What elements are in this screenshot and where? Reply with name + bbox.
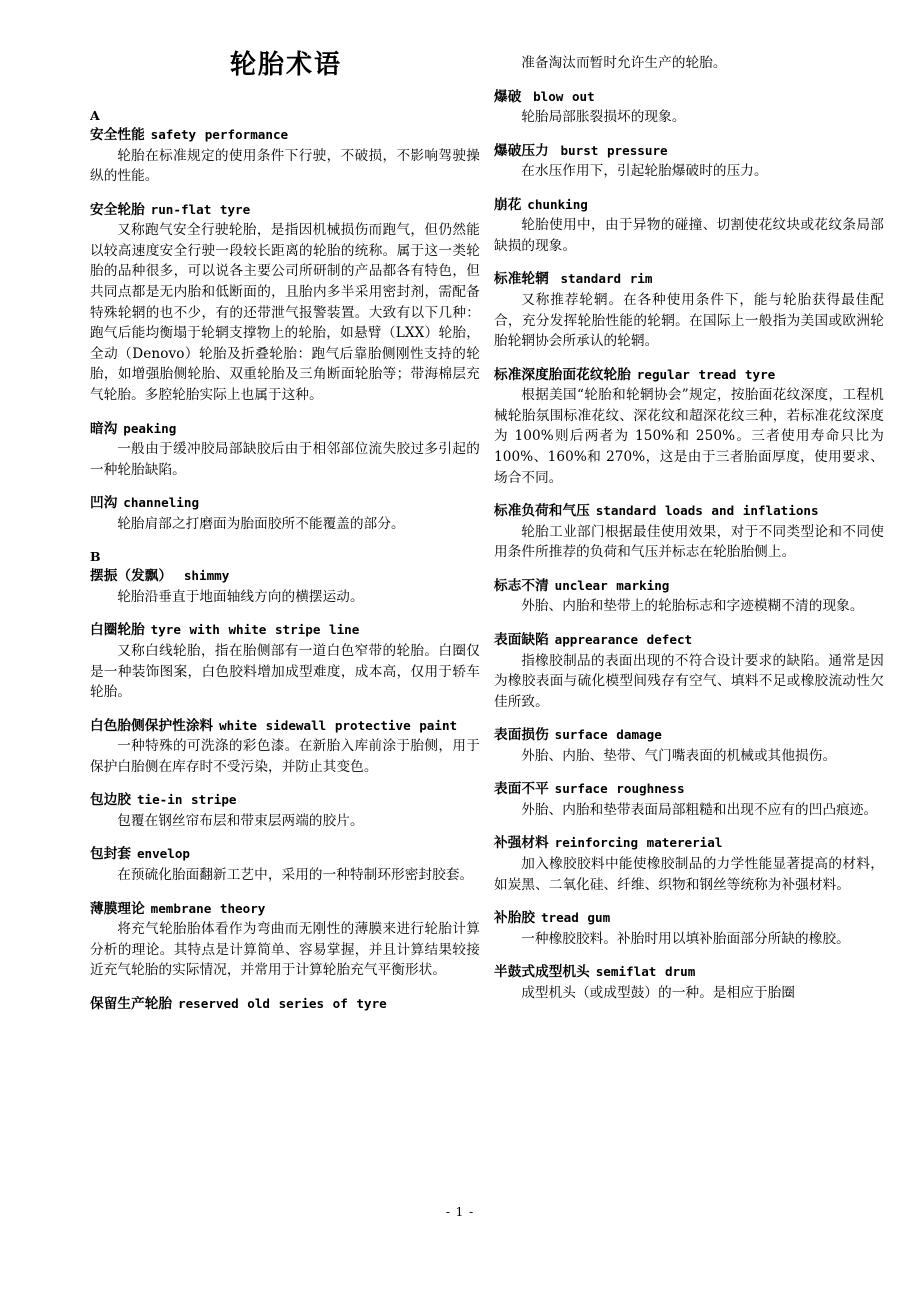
glossary-entry [90,790,480,831]
glossary-entry [494,195,884,257]
entry-term [90,716,480,737]
glossary-entry [90,566,480,607]
entry-term [90,620,480,641]
term-chinese: 爆破 [494,88,522,105]
term-chinese: 摆振（发飘） [90,568,173,585]
glossary-entry [494,908,884,949]
glossary-entry [90,716,480,778]
entry-term [494,779,884,800]
glossary-entry [90,620,480,702]
entry-definition: 一般由于缓冲胶局部缺胶后由于相邻部位流失胶过多引起的一种轮胎缺陷。 [90,441,480,478]
term-english: surface roughness [554,781,685,797]
glossary-entry [494,87,884,128]
entry-definition: 外胎、内胎、垫带、气门嘴表面的机械或其他损伤。 [521,747,837,764]
entry-term [494,141,884,162]
term-chinese: 标志不清 [494,577,549,594]
term-chinese: 爆破压力 [494,142,549,159]
term-chinese: 标准负荷和气压 [494,503,590,520]
entry-definition: 将充气轮胎胎体看作为弯曲而无刚性的薄膜来进行轮胎计算分析的理论。其特点是计算简单、容易掌握，并且计算结果较接近充气轮胎的实际情况，并常用于计算轮胎充气平衡形状。 [90,921,480,979]
term-english: burst pressure [560,142,668,158]
term-english: envelop [136,846,191,862]
glossary-entry [494,833,884,895]
entry-definition: 包覆在钢丝帘布层和带束层两端的胶片。 [117,812,364,829]
entry-term [90,419,480,440]
term-english: surface damage [554,727,662,743]
entry-term [90,790,480,811]
glossary-entry [494,576,884,617]
term-english: tie-in stripe [136,792,237,808]
entry-term [494,962,884,983]
entry-term [494,725,884,746]
term-chinese: 包边胶 [90,792,132,809]
term-chinese: 标准深度胎面花纹轮胎 [494,366,631,383]
entry-definition: 又称推荐轮辋。在各种使用条件下，能与轮胎获得最佳配合，充分发挥轮胎性能的轮辋。在国际上一般指为美国或欧洲轮胎轮辋协会所承认的轮辋。 [494,291,884,350]
entry-term [90,566,480,587]
entry-term [494,576,884,597]
glossary-entry [494,630,884,712]
term-chinese: 表面不平 [494,781,549,798]
term-english: run-flat tyre [150,201,251,217]
glossary-entry [90,994,480,1015]
entry-definition: 轮胎使用中，由于异物的碰撞、切割使花纹块或花纹条局部缺损的现象。 [494,217,884,254]
glossary-entry [90,419,480,481]
term-english: reserved old series of tyre [178,995,387,1011]
term-chinese: 白色胎侧保护性涂料 [90,717,214,734]
term-chinese: 安全性能 [90,127,145,143]
term-english: semiflat drum [595,964,696,980]
entry-definition: 一种橡胶胶料。补胎时用以填补胎面部分所缺的橡胶。 [521,930,850,947]
entry-definition: 轮胎肩部之打磨面为胎面胶所不能覆盖的部分。 [117,515,405,532]
term-english: blow out [533,88,595,104]
entry-term [494,87,884,108]
glossary-entry [90,125,480,187]
entry-term [90,899,480,920]
entry-definition: 在预硫化胎面翻新工艺中，采用的一种特制环形密封胶套。 [117,866,474,883]
glossary-entry [90,200,480,406]
entry-term [494,833,884,854]
entry-definition: 加入橡胶胶料中能使橡胶制品的力学性能显著提高的材料，如炭黑、二氧化硅、纤维、织物和钢丝等统称为补强材料。 [494,855,884,893]
continued-definition-block [494,53,884,74]
entry-definition: 轮胎工业部门根据最佳使用效果，对于不同类型论和不同使用条件所推荐的负荷和气压并标志在轮胎胎侧上。 [494,523,884,561]
term-english: safety performance [150,127,289,142]
term-chinese: 薄膜理论 [90,900,145,917]
glossary-entry [494,962,884,1003]
entry-definition: 根据美国“轮胎和轮辋协会”规定，按胎面花纹深度，工程机械轮胎氛围标准花纹、深花纹和超深花纹三种，若标准花纹深度为 100%则后两者为 150%和 250%。三者使用寿命只比为 100%、160%和 270%，这是由于三者胎面厚度，使用要求、场合不同。 [494,387,884,486]
term-chinese: 凹沟 [90,495,118,512]
page-number-footer: - 1 - [445,1205,475,1219]
entry-definition: 轮胎局部胀裂损坏的现象。 [521,109,686,126]
term-chinese: 表面缺陷 [494,632,549,648]
entry-term [494,269,884,290]
term-english: shimmy [183,568,230,584]
entry-definition: 在水压作用下，引起轮胎爆破时的压力。 [521,163,768,180]
entry-term [494,908,884,929]
term-chinese: 保留生产轮胎 [90,995,173,1012]
term-english: unclear marking [554,577,670,593]
entry-term [494,365,884,386]
entry-term [90,994,480,1015]
section-letter-a: A [90,108,100,123]
entry-term [494,195,884,216]
term-english: chunking [527,196,588,212]
term-chinese: 补胎胶 [494,910,536,927]
glossary-entry [494,269,884,351]
entry-definition: 轮胎在标准规定的使用条件下行驶，不破损，不影响驾驶操纵的性能。 [90,147,480,185]
term-chinese: 包封套 [90,846,132,863]
term-english: tread gum [540,910,611,926]
glossary-entry [90,493,480,534]
page-title: 轮胎术语 [229,50,342,80]
entry-definition: 又称白线轮胎，指在胎侧部有一道白色窄带的轮胎。白圈仅是一种装饰图案，白色胶料增加成型难度，成本高，仅用于轿车轮胎。 [90,642,480,701]
glossary-entry [90,899,480,981]
entry-term [90,200,480,221]
glossary-entry [90,844,480,885]
glossary-entry [494,725,884,766]
term-chinese: 半鼓式成型机头 [494,964,590,981]
term-chinese: 表面损伤 [494,727,549,744]
glossary-entry [494,501,884,563]
entry-definition: 外胎、内胎和垫带表面局部粗糙和出现不应有的凹凸痕迹。 [521,801,878,818]
entry-term [90,493,480,514]
term-chinese: 安全轮胎 [90,201,145,218]
term-english: apprearance defect [554,632,693,647]
term-chinese: 标准轮辋 [494,271,549,288]
entry-term [494,630,884,651]
term-english: standard rim [560,271,653,287]
entry-term [90,844,480,865]
term-english: peaking [123,420,177,436]
term-english: standard loads and inflations [595,503,819,519]
entry-definition: 指橡胶制品的表面出现的不符合设计要求的缺陷。通常是因为橡胶表面与硫化模型间残存有空气、填料不足或橡胶流动性欠佳所致。 [494,652,884,710]
entry-definition: 又称跑气安全行驶轮胎，是指因机械损伤而跑气，但仍然能以较高速度安全行驶一段较长距离的轮胎的统称。属于这一类轮胎的品种很多，可以说各主要公司所研制的产品都各有特色，但共同点都是无内胎和低断面的，且胎内多半采用密封剂，需配备特殊轮辋的也不少，有的还带泄气报警装置。大致有以下几种：跑气后能均衡塌于轮辋支撑物上的轮胎，如悬臂（LXX）轮胎，全动（Denovo）轮胎及折叠轮胎：跑气后靠胎侧刚性支持的轮胎，如增强胎侧轮胎、双重轮胎及三角断面轮胎等；带海棉层充气轮胎。多腔轮胎实际上也属于这种。 [90,222,480,403]
entry-definition: 一种特殊的可洗涤的彩色漆。在新胎入库前涂于胎侧，用于保护白胎侧在库存时不受污染，并防止其变色。 [90,738,480,775]
entry-term [494,501,884,522]
entry-definition: 成型机头（或成型鼓）的一种。是相应于胎圈 [521,984,796,1001]
term-english: membrane theory [150,900,266,916]
term-english: tyre with white stripe line [150,622,360,638]
term-chinese: 暗沟 [90,420,118,437]
term-english: regular tread tyre [636,366,776,382]
entry-definition: 轮胎沿垂直于地面轴线方向的横摆运动。 [117,588,364,605]
term-english: reinforcing matererial [554,835,723,851]
entry-definition: 外胎、内胎和垫带上的轮胎标志和字迹模糊不清的现象。 [521,598,864,615]
term-chinese: 白圈轮胎 [90,622,145,639]
entry-definition-continued: 准备淘汰而暂时允许生产的轮胎。 [521,55,727,71]
entry-term [90,125,480,146]
section-letter-b: B [90,549,101,565]
term-chinese: 崩花 [494,196,522,213]
glossary-entry [494,141,884,182]
glossary-entry [494,365,884,488]
glossary-entry [494,779,884,820]
term-english: white sidewall protective paint [219,717,458,733]
term-english: channeling [123,495,200,511]
term-chinese: 补强材料 [494,835,549,852]
